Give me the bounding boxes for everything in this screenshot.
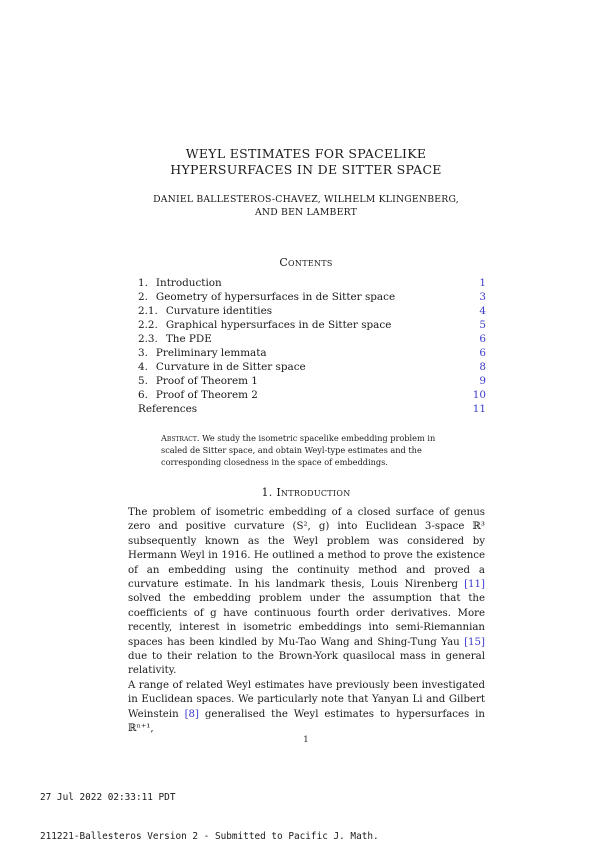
toc-page-link[interactable]: 11 xyxy=(472,403,486,415)
toc-entry[interactable] xyxy=(138,332,486,346)
paragraph-1-text-b: solved the embedding problem under the assumption that the coefficients of g have continuous fourth order derivatives. More recently, interest in isometric embeddings into semi-Riemannian spaces has been kindled by Mu-Tao Wang and Shing-Tung Yau xyxy=(128,593,485,648)
toc-page-link[interactable]: 8 xyxy=(479,361,486,373)
toc-entry[interactable] xyxy=(138,388,486,402)
paragraph-1-text-c: due to their relation to the Brown-York quasilocal mass in general relativity. xyxy=(128,651,485,677)
toc-entry-number: 2.1. xyxy=(138,305,158,317)
toc-entry-label: Curvature in de Sitter space xyxy=(155,361,306,373)
section-1-heading: 1. Introduction xyxy=(261,486,351,499)
citation-link[interactable]: [8] xyxy=(184,708,199,720)
stamp-timestamp: 27 Jul 2022 02:33:11 PDT xyxy=(40,792,176,803)
citation-link[interactable]: [15] xyxy=(464,636,485,648)
abstract-text: We study the isometric spacelike embedding problem in scaled de Sitter space, and obtain Weyl-type estimates and the corresponding closedness in the space of embeddings. xyxy=(161,433,436,467)
toc-entry-number: 2. xyxy=(138,291,148,303)
toc-page-link[interactable]: 6 xyxy=(479,347,486,359)
toc-entry[interactable] xyxy=(138,304,486,318)
citation-link[interactable]: [11] xyxy=(464,579,485,591)
paragraph-2-text-a: A range of related Weyl estimates have previously been investigated in Euclidean spaces. We particularly note that Yanyan Li and Gilbert Weinstein xyxy=(128,679,485,720)
toc-entry-number: 1. xyxy=(138,277,148,289)
toc-entry-number: 6. xyxy=(138,389,148,401)
toc-entry-number: 3. xyxy=(138,347,148,359)
page-number: 1 xyxy=(303,735,309,745)
toc-entry-label: Introduction xyxy=(155,277,222,289)
paragraph-1 xyxy=(128,506,485,679)
submission-stamp xyxy=(40,765,379,856)
toc-page-link[interactable]: 9 xyxy=(479,375,486,387)
paragraph-2-text-b: generalised the Weyl estimates to hypersurfaces in ℝⁿ⁺¹, xyxy=(128,708,485,735)
abstract-label: Abstract. xyxy=(161,433,200,443)
authors-line-1: DANIEL BALLESTEROS-CHAVEZ, WILHELM KLINGENBERG, xyxy=(153,194,459,205)
toc-entry-label: Curvature identities xyxy=(165,305,273,317)
toc-entry[interactable] xyxy=(138,402,486,416)
toc-entry-label: Proof of Theorem 2 xyxy=(155,389,258,401)
stamp-version: 211221-Ballesteros Version 2 - Submitted to Pacific J. Math. xyxy=(40,831,379,842)
abstract xyxy=(161,432,450,468)
toc-entry-number: 2.2. xyxy=(138,319,158,331)
author-list xyxy=(0,193,612,219)
authors-line-2: AND BEN LAMBERT xyxy=(254,207,358,218)
toc-entry[interactable] xyxy=(138,276,486,290)
toc-entry-number: 5. xyxy=(138,375,148,387)
toc-entry-number: 2.3. xyxy=(138,333,158,345)
toc-entry[interactable] xyxy=(138,318,486,332)
toc-entry[interactable] xyxy=(138,360,486,374)
paper-title xyxy=(0,146,612,178)
toc-page-link[interactable]: 4 xyxy=(479,305,486,317)
toc-page-link[interactable]: 1 xyxy=(479,277,486,289)
toc-page-link[interactable]: 6 xyxy=(479,333,486,345)
toc-entry-label: Proof of Theorem 1 xyxy=(155,375,258,387)
toc-entry[interactable] xyxy=(138,374,486,388)
toc-entry-number: 4. xyxy=(138,361,148,373)
body-text xyxy=(128,506,485,737)
table-of-contents xyxy=(138,276,486,416)
paragraph-1-text-a: The problem of isometric embedding of a closed surface of genus zero and positive curvature (S², g) into Euclidean 3-space ℝ³ subsequently known as the Weyl problem was considered by Hermann Weyl in 1916. He outlined a method to prove the existence of an embedding using the continuity method and proved a curvature estimate. In his landmark thesis, Louis Nirenberg xyxy=(128,507,485,591)
toc-entry[interactable] xyxy=(138,290,486,304)
title-line-2: HYPERSURFACES IN DE SITTER SPACE xyxy=(170,162,442,177)
toc-entry[interactable] xyxy=(138,346,486,360)
contents-heading: Contents xyxy=(279,256,333,269)
toc-entry-label: Preliminary lemmata xyxy=(155,347,267,359)
toc-page-link[interactable]: 3 xyxy=(479,291,486,303)
toc-entry-label: Geometry of hypersurfaces in de Sitter space xyxy=(155,291,396,303)
paragraph-2 xyxy=(128,679,485,737)
toc-page-link[interactable]: 5 xyxy=(479,319,486,331)
toc-entry-label: The PDE xyxy=(165,333,212,345)
toc-entry-label: References xyxy=(138,403,198,415)
title-line-1: WEYL ESTIMATES FOR SPACELIKE xyxy=(185,146,427,161)
toc-page-link[interactable]: 10 xyxy=(472,389,486,401)
toc-entry-label: Graphical hypersurfaces in de Sitter space xyxy=(165,319,392,331)
